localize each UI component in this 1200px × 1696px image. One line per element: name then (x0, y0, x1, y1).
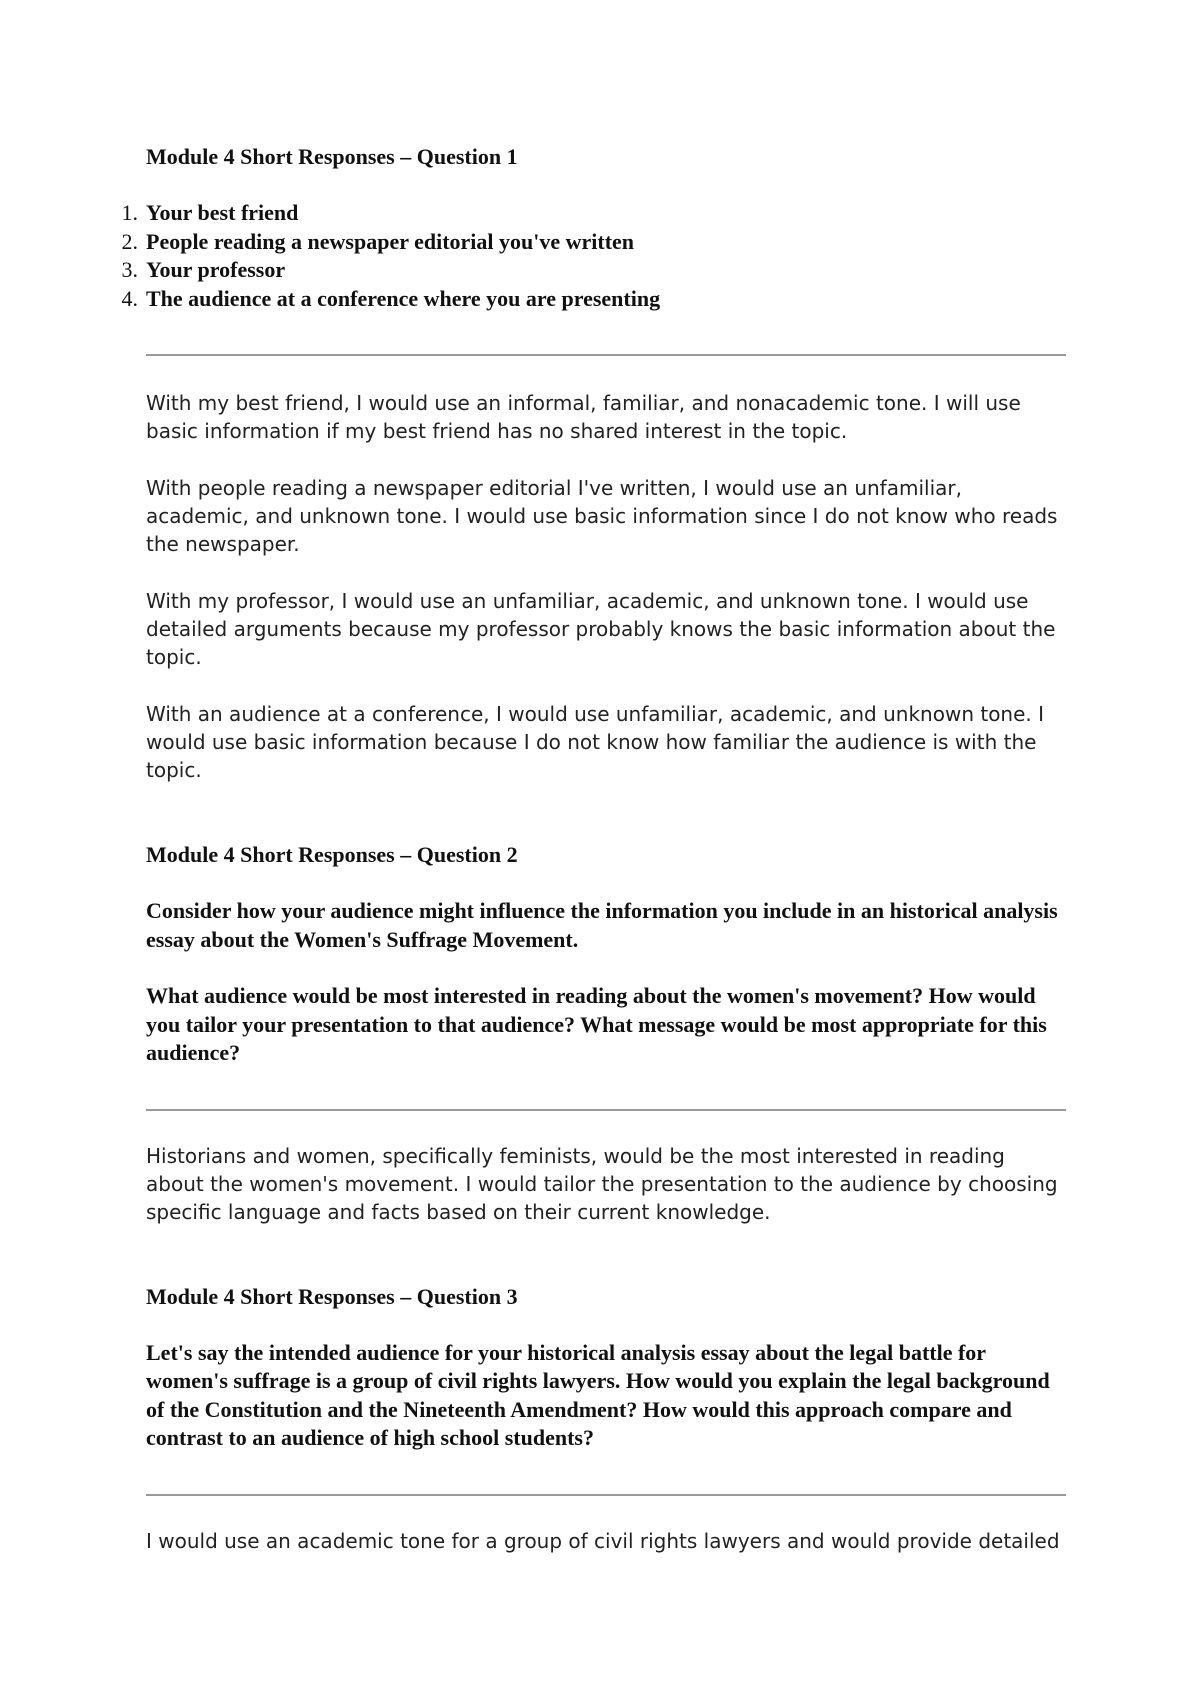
audience-list (74, 199, 1066, 313)
list-item (74, 285, 1066, 314)
divider (146, 1494, 1066, 1496)
list-item-number: 4. (121, 285, 138, 311)
list-item-text: People reading a newspaper editorial you've written (146, 228, 635, 254)
list-item-number: 1. (121, 200, 138, 225)
list-item-number: 2. (121, 228, 138, 254)
divider (146, 354, 1066, 356)
list-item (74, 256, 1066, 285)
question-3-prompt: Let's say the intended audience for your historical analysis essay about the legal battle for women's suffrage is a group of civil rights lawyers. How would you explain the legal background of the Constitution and the Nineteenth Amendment? How would this approach compare and contrast to an audience of high school students? (146, 1339, 1050, 1450)
answer-paragraph: With my professor, I would use an unfamiliar, academic, and unknown tone. I would use detailed arguments because my professor probably knows the basic information about the topic. (146, 589, 1056, 669)
question-2-prompt: What audience would be most interested in reading about the women's movement? How would you tailor your presentation to that audience? What message would be most appropriate for this audience? (146, 983, 1047, 1065)
list-item (74, 228, 1066, 257)
question-2-heading: Module 4 Short Responses – Question 2 (146, 842, 518, 867)
document-body (121, 143, 1066, 1555)
list-item-text: Your professor (146, 257, 286, 282)
answer-paragraph: I would use an academic tone for a group of civil rights lawyers and would provide detailed (146, 1528, 1060, 1553)
list-item-number: 3. (121, 257, 138, 282)
list-item-text: The audience at a conference where you are presenting (146, 285, 661, 311)
list-item (74, 199, 1066, 228)
question-3-heading: Module 4 Short Responses – Question 3 (146, 1283, 518, 1309)
question-2-prompt: Consider how your audience might influence the information you include in an historical analysis essay about the Women's Suffrage Movement. (146, 898, 1058, 952)
question-1-heading: Module 4 Short Responses – Question 1 (146, 144, 518, 169)
list-item-text: Your best friend (146, 200, 299, 225)
answer-paragraph: With an audience at a conference, I would use unfamiliar, academic, and unknown tone. I would use basic information because I do not know how familiar the audience is with the topic. (146, 702, 1045, 782)
answer-paragraph: With people reading a newspaper editorial I've written, I would use an unfamiliar, academic, and unknown tone. I would use basic information since I do not know who reads the newspaper. (146, 476, 1058, 556)
answer-paragraph: With my best friend, I would use an informal, familiar, and nonacademic tone. I will use basic information if my best friend has no shared interest in the topic. (146, 391, 1021, 443)
answer-paragraph: Historians and women, specifically feminists, would be the most interested in reading about the women's movement. I would tailor the presentation to the audience by choosing specific language and facts based on their current knowledge. (146, 1143, 1058, 1224)
divider (146, 1109, 1066, 1111)
